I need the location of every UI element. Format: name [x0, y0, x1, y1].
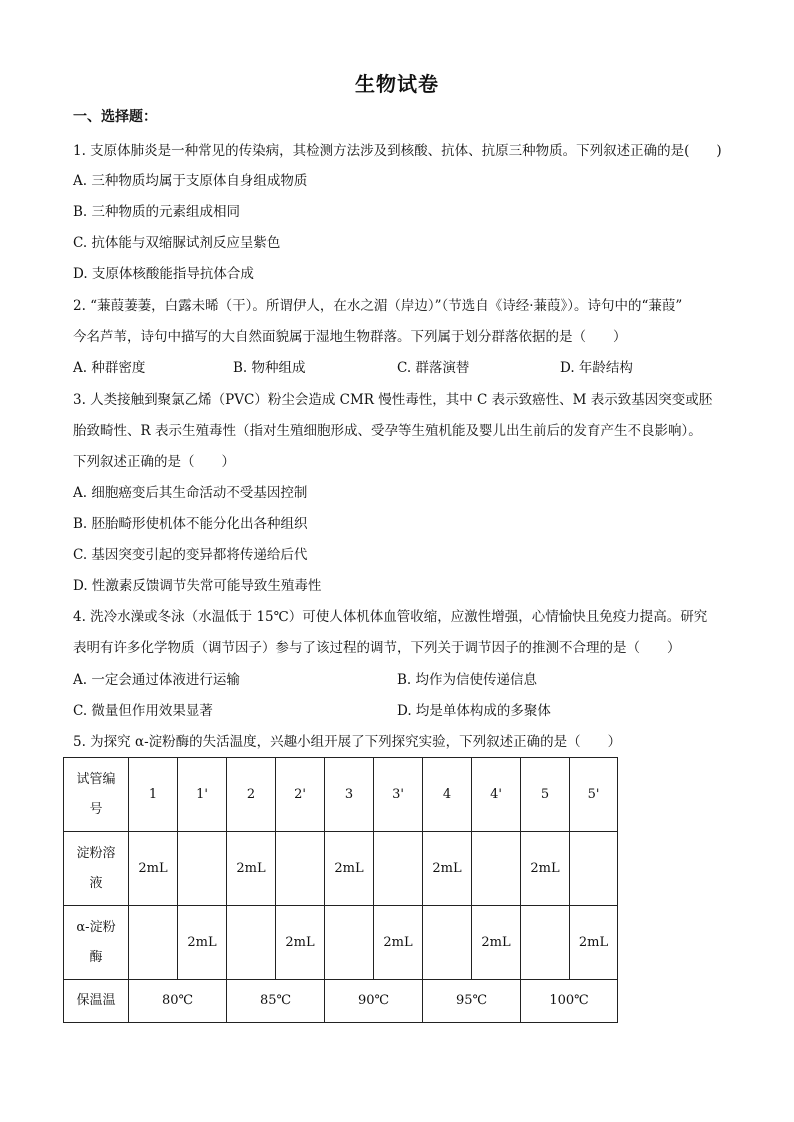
- tube-cell: 3: [325, 758, 374, 832]
- row-header-starch: 淀粉溶 液: [64, 832, 129, 906]
- temperature-cell: 85℃: [227, 980, 325, 1023]
- amylase-cell: 2mL: [276, 906, 325, 980]
- tube-cell: 3': [374, 758, 423, 832]
- q1-option-c: C. 抗体能与双缩脲试剂反应呈紫色: [73, 235, 281, 251]
- amylase-cell: [227, 906, 276, 980]
- q4-option-b: B. 均作为信使传递信息: [397, 672, 538, 688]
- experiment-table: [63, 757, 618, 1023]
- starch-cell: 2mL: [325, 832, 374, 906]
- q3-option-d: D. 性激素反馈调节失常可能导致生殖毒性: [73, 578, 322, 594]
- table-row: [64, 980, 618, 1023]
- starch-cell: 2mL: [423, 832, 472, 906]
- q2-option-c: C. 群落演替: [397, 360, 470, 376]
- tube-cell: 2': [276, 758, 325, 832]
- q2-option-b: B. 物种组成: [233, 360, 306, 376]
- q4-option-a: A. 一定会通过体液进行运输: [73, 672, 240, 688]
- q1-option-a: A. 三种物质均属于支原体自身组成物质: [73, 173, 308, 189]
- q1-stem: 1. 支原体肺炎是一种常见的传染病，其检测方法涉及到核酸、抗体、抗原三种物质。下列叙述正确的是( ): [73, 143, 722, 159]
- table-row: [64, 758, 618, 832]
- amylase-cell: [521, 906, 570, 980]
- q3-option-c: C. 基因突变引起的变异都将传递给后代: [73, 547, 308, 563]
- table-row: [64, 906, 618, 980]
- q3-option-b: B. 胚胎畸形使机体不能分化出各种组织: [73, 516, 308, 532]
- tube-cell: 5: [521, 758, 570, 832]
- starch-cell: [276, 832, 325, 906]
- tube-cell: 5': [570, 758, 618, 832]
- amylase-cell: [325, 906, 374, 980]
- starch-cell: [570, 832, 618, 906]
- q5-stem: 5. 为探究 α-淀粉酶的失活温度，兴趣小组开展了下列探究实验，下列叙述正确的是（ ）: [73, 734, 622, 750]
- q3-stem-line3: 下列叙述正确的是（ ）: [73, 454, 235, 470]
- q1-option-b: B. 三种物质的元素组成相同: [73, 204, 241, 220]
- q2-option-d: D. 年龄结构: [560, 360, 633, 376]
- q3-stem-line2: 胎致畸性、R 表示生殖毒性（指对生殖细胞形成、受孕等生殖机能及婴儿出生前后的发育产生不良影响）。: [73, 423, 702, 439]
- q2-stem-line1: 2. “蒹葭萋萋，白露未晞（干）。所谓伊人，在水之湄（岸边）”（节选自《诗经·蒹葭》）。诗句中的“蒹葭”: [73, 298, 683, 314]
- section-heading: 一、选择题：: [73, 109, 157, 125]
- tube-cell: 2: [227, 758, 276, 832]
- starch-cell: [178, 832, 227, 906]
- q2-stem-line2: 今名芦苇，诗句中描写的大自然面貌属于湿地生物群落。下列属于划分群落依据的是（ ）: [73, 329, 627, 345]
- page-title: 生物试卷: [355, 72, 439, 96]
- row-header-tube: 试管编 号: [64, 758, 129, 832]
- q4-option-c: C. 微量但作用效果显著: [73, 703, 213, 719]
- amylase-cell: 2mL: [374, 906, 423, 980]
- q3-option-a: A. 细胞癌变后其生命活动不受基因控制: [73, 485, 308, 501]
- amylase-cell: [423, 906, 472, 980]
- starch-cell: 2mL: [521, 832, 570, 906]
- table-row: [64, 832, 618, 906]
- starch-cell: 2mL: [227, 832, 276, 906]
- temperature-cell: 95℃: [423, 980, 521, 1023]
- amylase-cell: 2mL: [570, 906, 618, 980]
- starch-cell: [374, 832, 423, 906]
- starch-cell: [472, 832, 521, 906]
- q1-option-d: D. 支原体核酸能指导抗体合成: [73, 266, 254, 282]
- q3-stem-line1: 3. 人类接触到聚氯乙烯（PVC）粉尘会造成 CMR 慢性毒性，其中 C 表示致癌性、M 表示致基因突变或胚: [73, 392, 713, 408]
- amylase-cell: 2mL: [178, 906, 227, 980]
- q4-option-d: D. 均是单体构成的多聚体: [397, 703, 551, 719]
- q2-option-a: A. 种群密度: [73, 360, 146, 376]
- amylase-cell: [129, 906, 178, 980]
- temperature-cell: 80℃: [129, 980, 227, 1023]
- tube-cell: 1': [178, 758, 227, 832]
- tube-cell: 1: [129, 758, 178, 832]
- q4-stem-line1: 4. 洗冷水澡或冬泳（水温低于 15℃）可使人体机体血管收缩，应激性增强，心情愉快且免疫力提高。研究: [73, 609, 708, 625]
- tube-cell: 4': [472, 758, 521, 832]
- q4-stem-line2: 表明有许多化学物质（调节因子）参与了该过程的调节，下列关于调节因子的推测不合理的是（ ）: [73, 640, 681, 656]
- row-header-temperature: 保温温: [64, 980, 129, 1023]
- row-header-amylase: α-淀粉 酶: [64, 906, 129, 980]
- temperature-cell: 90℃: [325, 980, 423, 1023]
- starch-cell: 2mL: [129, 832, 178, 906]
- temperature-cell: 100℃: [521, 980, 618, 1023]
- amylase-cell: 2mL: [472, 906, 521, 980]
- tube-cell: 4: [423, 758, 472, 832]
